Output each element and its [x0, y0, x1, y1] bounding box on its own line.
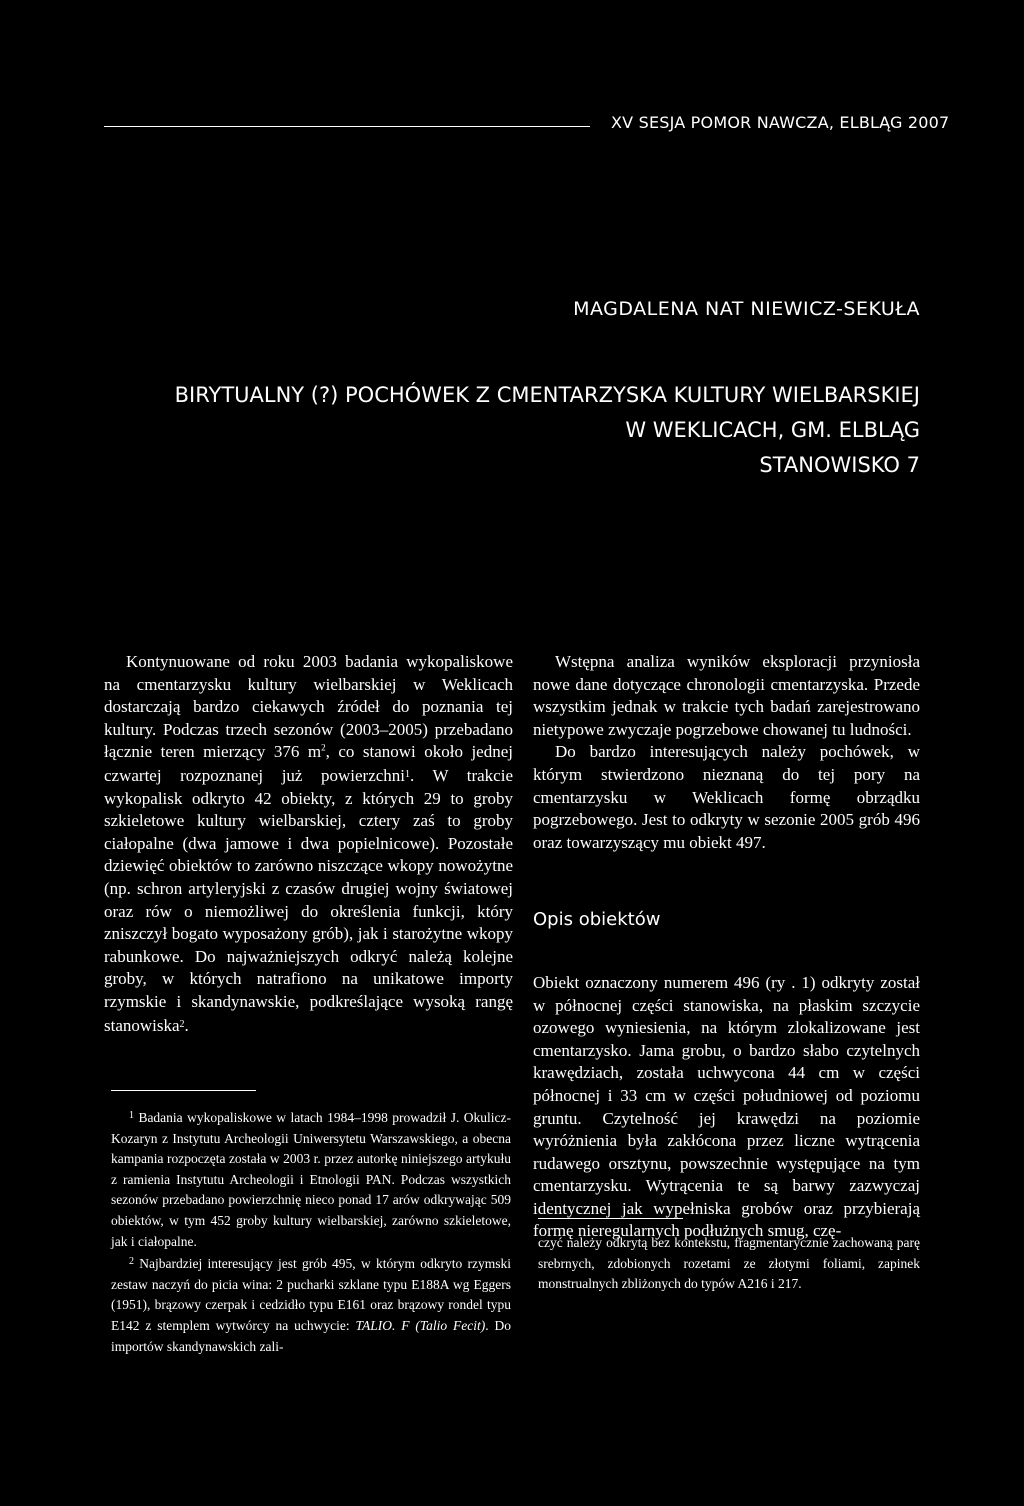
left-text-c: . W trakcie wykopalisk odkryto 42 obiekty, z których 29 to groby szkieletowe kultury wielbarskiej, cztery zaś to groby ciałopalne (dwa jamowe i dwa popielnicowe). Pozostałe dziewięć obiektów to zarówno niszczące wkopy nowożytne (np. schron artyleryjski z czasów drugiej wojny światowej oraz rów o niemożliwej do określenia funkcji, który zniszczył bogato wyposażony grób), jak i starożytne wkopy rabunkowe. Do najważniejszych odkryć należą kolejne groby, w których natrafiono na unikatowe importy rzymskie i skandynawskie, podkreślające wysoką rangę stanowiska — [104, 765, 513, 1035]
footnote-ref-2[interactable]: 2 — [179, 1018, 185, 1030]
footnote-1-text: Badania wykopaliskowe w latach 1984–1998 prowadził J. Okulicz-Kozaryn z Instytutu Archeologii Uniwersytetu Warszawskiego, a obecna kampania rozpoczęta została w 2003 r. przez autorkę niniejszego artykułu z ramienia Instytutu Archeologii i Etnologii PAN. Podczas wszystkich sezonów przebadano powierzchnię nieco ponad 17 arów odkrywając 509 obiektów, w tym 452 groby kultury wielbarskiej, zarówno szkieletowe, jak i ciałopalne. — [111, 1110, 511, 1249]
left-text-a: Kontynuowane od roku 2003 badania wykopaliskowe na cmentarzysku kultury wielbarskiej w Weklicach dostarczają bardzo ciekawych źródeł do poznania tej kultury. Podczas trzech sezonów (2003–2005) przebadano łącznie teren mierzący 376 m — [104, 652, 513, 762]
author-name: MAGDALENA NAT NIEWICZ-SEKUŁA — [573, 298, 920, 320]
section-heading: Opis obiektów — [533, 909, 661, 931]
footnotes-left — [111, 1106, 511, 1357]
footnote-2 — [111, 1252, 511, 1357]
footnote-2-text-b: . Do importów skandynawskich zali- — [111, 1317, 512, 1354]
right-paragraph-1: Wstępna analiza wyników eksploracji przyniosła nowe dane dotyczące chronologii cmentarzyska. Przede wszystkim jednak w trakcie tych badań zarejestrowano nietypowe zwyczaje pogrzebowe chowanej tu ludności. — [533, 652, 920, 739]
title-line-3: STANOWISKO 7 — [759, 453, 920, 477]
footnote-ref-1[interactable]: 1 — [405, 768, 411, 780]
footnote-2-italic: TALIO. F (Talio Fecit) — [355, 1317, 486, 1333]
title-line-1: BIRYTUALNY (?) POCHÓWEK Z CMENTARZYSKA KULTURY WIELBARSKIEJ — [174, 383, 920, 407]
left-text-b: , co stanowi około jednej czwartej rozpoznanej już powierzchni — [104, 742, 513, 785]
left-column — [104, 651, 513, 1037]
left-text-d: . — [184, 1015, 189, 1035]
left-paragraph-1 — [104, 651, 513, 1037]
footnotes-right — [538, 1233, 920, 1295]
footnote-2-text-a: Najbardziej interesujący jest grób 495, w którym odkryto rzymski zestaw naczyń do picia wina: 2 pucharki szklane typu E188A wg Eggers (1951), brązowy czerpak i cedzidło typu E161 oraz brązowy rondel typu E142 z stemplem wytwórcy na uchwycie: — [111, 1256, 511, 1333]
right-paragraph-2: Do bardzo interesujących należy pochówek, w którym stwierdzono nieznaną do tej pory na cmentarzysku w Weklicach formę obrządku pogrzebowego. Jest to odkryty w sezonie 2005 grób 496 oraz towarzyszący mu obiekt 497. — [533, 742, 920, 852]
footnote-1 — [111, 1106, 511, 1252]
article-title — [175, 378, 920, 483]
running-head-rule — [104, 126, 590, 127]
footnote-rule-left — [111, 1090, 256, 1091]
superscript-2: 2 — [321, 742, 326, 753]
running-head: XV SESJA POMOR NAWCZA, ELBLĄG 2007 — [611, 113, 950, 132]
right-column — [533, 651, 920, 1243]
footnote-1-number: 1 — [129, 1110, 134, 1121]
footnote-2-number: 2 — [129, 1256, 134, 1268]
right-paragraph-3: Obiekt oznaczony numerem 496 (ry . 1) odkryty został w północnej części stanowiska, na płaskim szczycie ozowego wyniesienia, na którym zlokalizowane jest cmentarzysko. Jama grobu, o bardzo słabo czytelnych krawędziach, została uchwycona 44 cm w części północnej i 33 cm w części południowej od poziomu gruntu. Czytelność jej krawędzi na poziomie wyróżnienia była zakłócona przez liczne wytrącenia rudawego orsztynu, powszechnie występujące na tym cmentarzysku. Wytrącenia te są barwy zazwyczaj identycznej jak wypełniska grobów oraz przybierają formę nieregularnych podłużnych smug, czę- — [533, 972, 920, 1241]
footnote-rule-right — [538, 1218, 683, 1219]
title-line-2: W WEKLICACH, GM. ELBLĄG — [625, 418, 920, 442]
footnote-2-continued: czyć należy odkrytą bez kontekstu, fragmentarycznie zachowaną parę srebrnych, zdobionych rozetami ze złotymi foliami, zapinek monstrualnych zbliżonych do typów A216 i 217. — [538, 1235, 920, 1292]
